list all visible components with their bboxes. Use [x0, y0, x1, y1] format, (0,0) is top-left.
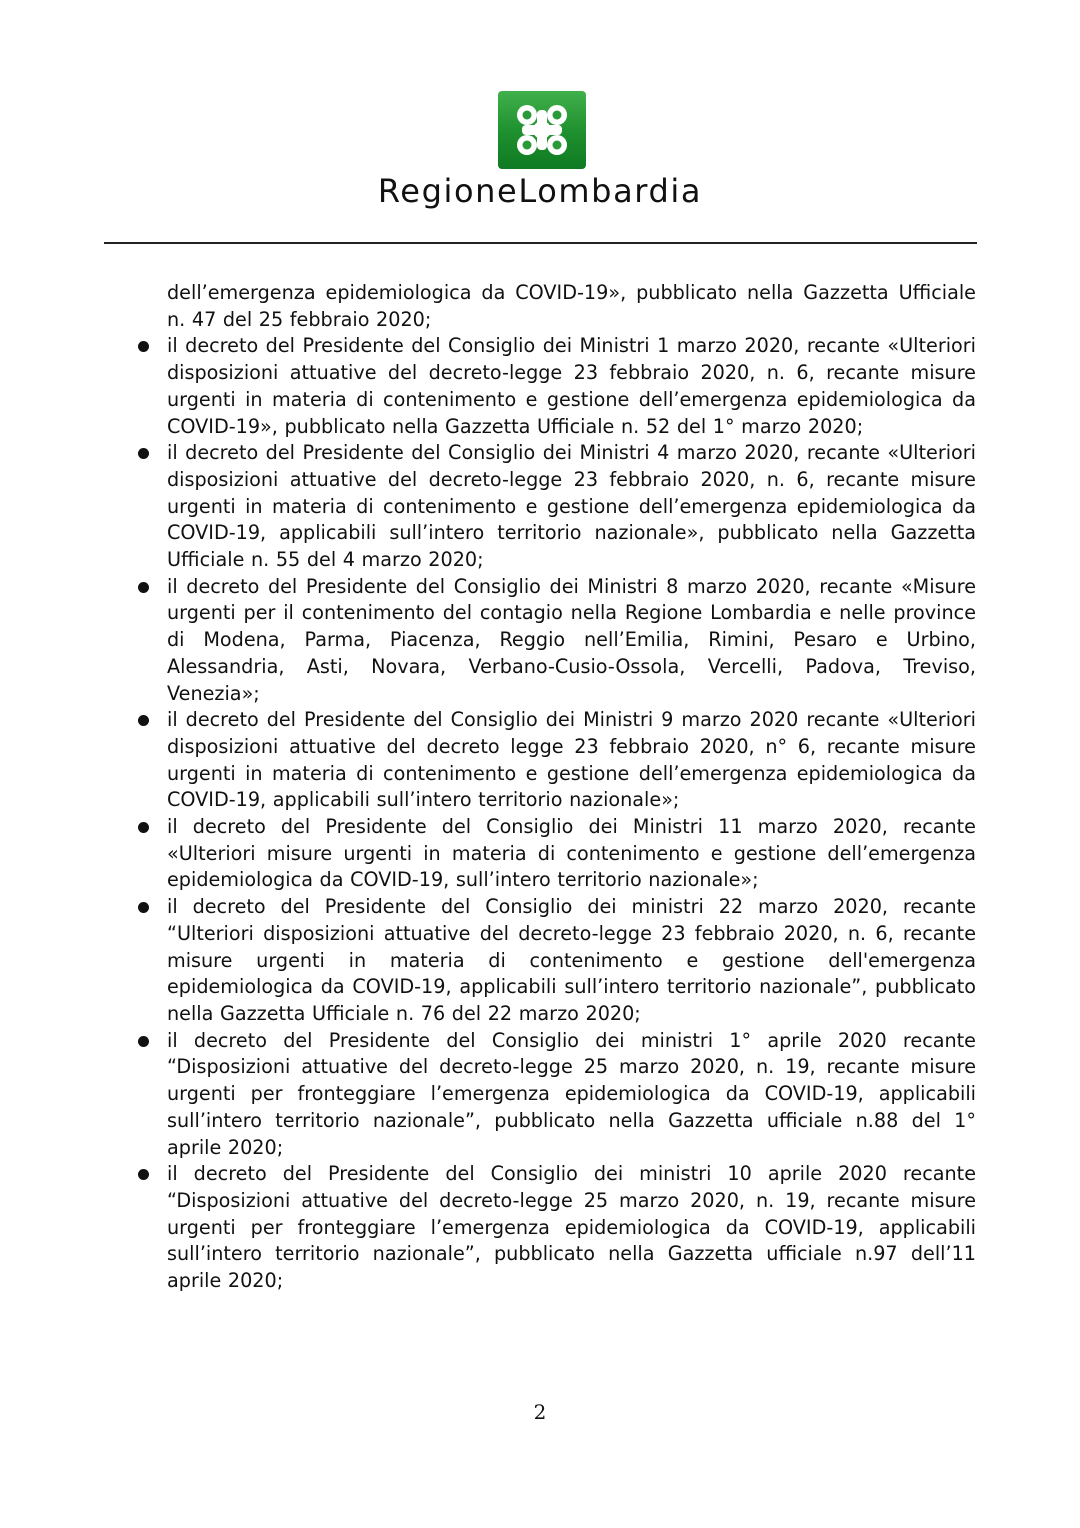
lombardy-rose-icon [498, 91, 586, 169]
list-item [167, 1028, 976, 1162]
list-item [167, 707, 976, 814]
list-item-text: il decreto del Presidente del Consiglio dei ministri 1° aprile 2020 recante “Disposizioni attuative del decreto-legge 25 marzo 2020, n. 19, recante misure urgenti per fronteggiare l’emergenza epidemiologica da COVID-19, applicabili sull’intero territorio nazionale”, pubblicato nella Gazzetta ufficiale n.88 del 1° aprile 2020; [167, 1028, 976, 1159]
list-item-text: il decreto del Presidente del Consiglio dei Ministri 1 marzo 2020, recante «Ulteriori disposizioni attuative del decreto-legge 23 febbraio 2020, n. 6, recante misure urgenti in materia di contenimento e gestione dell’emergenza epidemiologica da COVID-19», pubblicato nella Gazzetta Ufficiale n. 52 del 1° marzo 2020; [167, 334, 976, 438]
logo-rose-shape [498, 91, 586, 169]
list-item-text: il decreto del Presidente del Consiglio dei Ministri 11 marzo 2020, recante «Ulteriori misure urgenti in materia di contenimento e gestione dell’emergenza epidemiologica da COVID-19, sull’intero territorio nazionale»; [167, 815, 976, 892]
list-item-text: il decreto del Presidente del Consiglio dei ministri 10 aprile 2020 recante “Disposizioni attuative del decreto-legge 25 marzo 2020, n. 19, recante misure urgenti per fronteggiare l’emergenza epidemiologica da COVID-19, applicabili sull’intero territorio nazionale”, pubblicato nella Gazzetta ufficiale n.97 dell’11 aprile 2020; [167, 1162, 976, 1293]
list-item [167, 333, 976, 440]
list-item [167, 1161, 976, 1295]
list-item [167, 894, 976, 1028]
bullet-icon [138, 448, 149, 459]
continued-paragraph: dell’emergenza epidemiologica da COVID-19», pubblicato nella Gazzetta Ufficiale n. 47 del 25 febbraio 2020; [167, 281, 976, 331]
list-item-text: il decreto del Presidente del Consiglio dei Ministri 9 marzo 2020 recante «Ulteriori disposizioni attuative del decreto legge 23 febbraio 2020, n° 6, recante misure urgenti in materia di contenimento e gestione dell’emergenza epidemiologica da COVID-19, applicabili sull’intero territorio nazionale»; [167, 708, 976, 812]
organization-name: RegioneLombardia [377, 172, 703, 210]
list-item [167, 574, 976, 708]
bullet-icon [138, 902, 149, 913]
list-item-text: il decreto del Presidente del Consiglio dei Ministri 8 marzo 2020, recante «Misure urgenti per il contenimento del contagio nella Regione Lombardia e nelle province di Modena, Parma, Piacenza, Reggio nell’Emilia, Rimini, Pesaro e Urbino, Alessandria, Asti, Novara, Verbano-Cusio-Ossola, Vercelli, Padova, Treviso, Venezia»; [167, 574, 976, 705]
bullet-icon [138, 1169, 149, 1180]
list-item [167, 814, 976, 894]
bullet-icon [138, 341, 149, 352]
header-divider [104, 242, 977, 244]
list-item [167, 440, 976, 574]
page-number: 2 [533, 1400, 547, 1424]
bullet-icon [138, 1036, 149, 1047]
bullet-icon [138, 582, 149, 593]
bullet-icon [138, 715, 149, 726]
list-item-text: il decreto del Presidente del Consiglio dei ministri 22 marzo 2020, recante “Ulteriori disposizioni attuative del decreto-legge 23 febbraio 2020, n. 6, recante misure urgenti in materia di contenimento e gestione dell'emergenza epidemiologica da COVID-19, applicabili sull’intero territorio nazionale”, pubblicato nella Gazzetta Ufficiale n. 76 del 22 marzo 2020; [167, 895, 976, 1025]
letterhead [0, 0, 1080, 260]
bullet-icon [138, 822, 149, 833]
decree-list [167, 333, 976, 1294]
list-item-text: il decreto del Presidente del Consiglio dei Ministri 4 marzo 2020, recante «Ulteriori disposizioni attuative del decreto-legge 23 febbraio 2020, n. 6, recante misure urgenti in materia di contenimento e gestione dell’emergenza epidemiologica da COVID-19, applicabili sull’intero territorio nazionale», pubblicato nella Gazzetta Ufficiale n. 55 del 4 marzo 2020; [167, 441, 976, 572]
document-body [167, 280, 976, 1295]
